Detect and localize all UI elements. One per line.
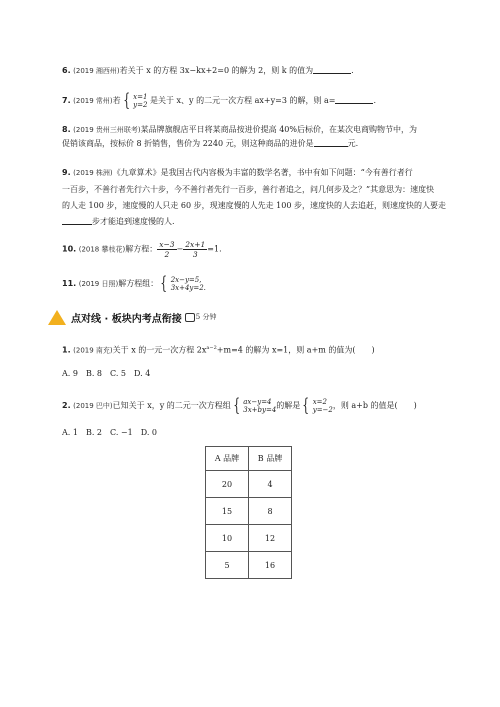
question-text: 促销该商品，按标价 8 折销售，售价为 2240 元，则这种商品的进价是 [62,139,314,148]
question-10 [62,240,222,259]
equation-line: 2x−y=5, [170,276,202,284]
column-header: B 品牌 [249,447,292,471]
table-row [206,498,292,525]
question-number: 2. [62,401,71,410]
table-cell: 8 [249,498,292,525]
table-row [206,552,292,579]
answer-blank[interactable] [62,215,92,225]
column-header: A 品牌 [206,447,249,471]
question-source: (2019 湘西州) [73,67,120,75]
clock-icon [185,313,195,322]
table-cell: 12 [249,525,292,552]
fraction [157,240,176,259]
question-source: (2019 南充) [73,346,113,355]
question-text: 某品牌旗舰店平日将某商品按进价提高 40%后标价，在某次电商购物节中，为 [140,125,417,134]
denominator: 3 [192,250,198,259]
equation-line: ax−y=4 [243,398,272,406]
equation-system: { 2x−y=5, 3x+4y=2. [160,273,206,294]
question-end: 元. [347,139,359,148]
question-source: (2019 株洲) [73,169,113,177]
question-number: 11. [62,279,77,288]
question-text: 若关于 x 的方程 3x−kx+2=0 的解为 2，则 k 的值为 [119,66,314,75]
question-text: 解方程： [125,244,158,254]
table-cell: 15 [206,498,249,525]
brand-table [205,446,292,579]
question-2 [62,395,417,416]
section-title: 点对线 · 板块内考点衔接 [71,313,182,325]
denominator: 2 [164,250,170,259]
equation-line: y=2 [133,101,148,109]
question-number: 9. [62,168,71,177]
equation-system: { x=1 y=2 [122,90,148,111]
equation-system: { ax−y=4 3x+by=4 [233,395,277,416]
section-header [48,308,216,326]
question-text: 《九章算术》是我国古代内容极为丰富的数学名著，书中有如下问题：“今有善行者行 [112,168,413,177]
question-number: 8. [62,125,71,134]
question-end: ，则 a+b 的值是( ) [332,401,417,410]
question-text: 已知关于 x，y 的二元一次方程组 [112,401,231,410]
question-number: 1. [62,345,71,355]
question-text: 步才能追到速度慢的人. [92,217,175,226]
section-time: 5 分钟 [195,313,217,321]
table-cell: 10 [206,525,249,552]
operator: − [176,244,184,254]
fraction [183,240,207,259]
question-6 [62,64,354,77]
table-cell: 4 [249,471,292,498]
question-end: =1. [207,244,222,254]
triangle-icon [48,310,66,325]
equation-system: { x=2 y=−2 [302,395,333,416]
table-cell: 5 [206,552,249,579]
question-text: 关于 x 的一元一次方程 2x [112,345,207,355]
equation-line: x=1 [133,93,148,101]
question-source: (2019 常州) [73,97,113,105]
question-source: (2019 日照) [78,280,119,288]
question-source: (2019 巴中) [73,402,113,410]
question-11 [62,273,206,294]
question-1 [62,343,375,357]
equation-line: 3x+by=4 [243,406,277,414]
question-source: (2018 攀枝花) [78,245,126,254]
question-text: 的解是 [276,401,301,410]
answer-blank[interactable] [314,137,348,147]
numerator: 2x+1 [185,240,206,249]
numerator: x−3 [159,240,175,249]
answer-blank[interactable] [335,94,373,104]
exponent: a−2 [206,345,217,351]
question-1-options: A. 9 B. 8 C. 5 D. 4 [62,369,151,378]
equation-line: x=2 [312,398,328,406]
question-9 [62,166,462,228]
equation-line: 3x+4y=2. [170,284,206,292]
question-text: 的人走 100 步，速度慢的人只走 60 步，现速度慢的人先走 100 步，速度快的人去追赶，则速度快的人要走 [62,201,446,210]
question-end: . [351,66,354,75]
question-text: +m=4 的解为 x=1，则 a+m 的值为( ) [216,345,375,355]
table-row [206,525,292,552]
question-text: 一百步，不善行者先行六十步，今不善行者先行一百步，善行者追之，问几何步及之？”其意思为：速度快 [62,185,435,194]
table-row [206,471,292,498]
question-text: 解方程组： [118,279,159,288]
question-8 [62,123,462,150]
question-text: 若 [112,96,121,105]
question-7 [62,90,377,111]
table-cell: 20 [206,471,249,498]
question-number: 10. [62,244,77,254]
table-cell: 16 [249,552,292,579]
equation-line: y=−2 [312,406,333,414]
question-end: . [373,96,377,105]
table-header-row [206,447,292,471]
question-number: 7. [62,96,71,105]
question-source: (2019 贵州三州联考) [73,126,141,134]
question-number: 6. [62,66,71,75]
answer-blank[interactable] [313,64,351,74]
question-2-options: A. 1 B. 2 C. −1 D. 0 [62,428,158,437]
question-text: 是关于 x、y 的二元一次方程 ax+y=3 的解，则 a= [149,96,336,105]
